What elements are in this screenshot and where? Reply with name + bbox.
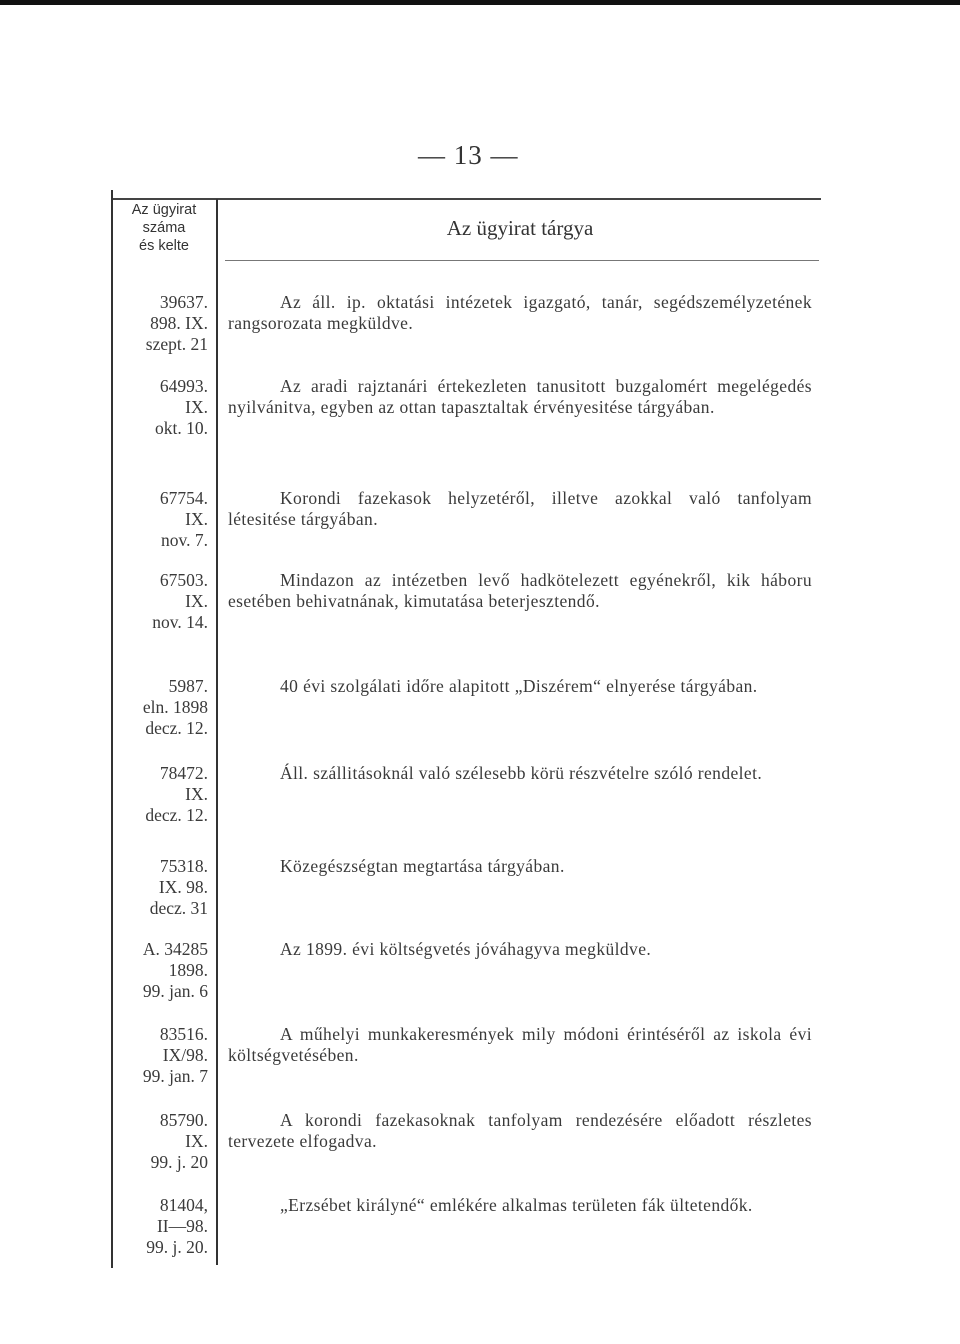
row-reference xyxy=(113,376,216,439)
top-border xyxy=(0,0,960,5)
ref-date: 99. j. 20. xyxy=(146,1237,208,1257)
ref-date: 99. jan. 6 xyxy=(142,981,208,1001)
ref-number: 39637. xyxy=(159,292,208,312)
ref-number: 67754. xyxy=(159,488,208,508)
row-subject: Közegészségtan megtartása tárgyában. xyxy=(280,856,565,876)
ref-number: 78472. xyxy=(159,763,208,783)
ref-date: decz. 12. xyxy=(145,805,208,825)
ref-section: IX. xyxy=(185,397,208,417)
ref-number: 64993. xyxy=(159,376,208,396)
ref-date: decz. 12. xyxy=(145,718,208,738)
ref-number: 67503. xyxy=(159,570,208,590)
ref-number: 83516. xyxy=(159,1024,208,1044)
row-reference xyxy=(113,488,216,551)
row-subject: A korondi fazekasoknak tanfolyam rendezésére előadott részletes tervezete elfogadva. xyxy=(228,1110,812,1151)
header-ref-line: Az ügyirat xyxy=(131,202,197,218)
page-number: — 13 — xyxy=(418,140,519,170)
row-reference xyxy=(113,1110,216,1173)
ref-section: IX. xyxy=(185,509,208,529)
ref-section: IX. xyxy=(185,784,208,804)
row-reference xyxy=(113,939,216,1002)
ref-date: nov. 7. xyxy=(161,530,208,550)
ref-number: 85790. xyxy=(159,1110,208,1130)
header-subject-column: Az ügyirat tárgya xyxy=(446,216,594,240)
ref-section: eln. 1898 xyxy=(142,697,208,717)
ref-date: nov. 14. xyxy=(152,612,208,632)
row-subject: Az 1899. évi költségvetés jóváhagyva megküldve. xyxy=(280,939,652,959)
ref-section: II—98. xyxy=(156,1216,208,1236)
row-reference xyxy=(113,570,216,633)
ref-number: 75318. xyxy=(159,856,208,876)
table-top-rule xyxy=(113,198,821,200)
header-ref-line: és kelte xyxy=(139,238,189,254)
row-subject: „Erzsébet királyné“ emlékére alkalmas területen fák ültetendők. xyxy=(280,1195,753,1215)
ref-number: 81404, xyxy=(159,1195,208,1215)
row-subject: Az aradi rajztanári értekezleten tanusitott buzgalomért megelégedés nyilvánitva, egyben az ottan tapasztaltak érvényesitése tárgyában. xyxy=(228,376,812,417)
row-subject: 40 évi szolgálati időre alapitott „Diszérem“ elnyerése tárgyában. xyxy=(280,676,758,696)
ref-date: szept. 21 xyxy=(145,334,208,354)
ref-section: IX/98. xyxy=(162,1045,208,1065)
header-ref-column xyxy=(114,201,214,255)
ref-section: IX. xyxy=(185,591,208,611)
header-ref-line: száma xyxy=(142,220,186,236)
row-subject: Áll. szállitásoknál való szélesebb körü részvételre szóló rendelet. xyxy=(280,763,763,783)
row-reference xyxy=(113,763,216,826)
ref-section: IX. xyxy=(185,1131,208,1151)
ref-date: 99. jan. 7 xyxy=(142,1066,208,1086)
column-divider xyxy=(216,199,218,1265)
row-reference xyxy=(113,1195,216,1258)
row-subject: A műhelyi munkakeresmények mily módoni érintéséről az iskola évi költségvetésében. xyxy=(228,1024,812,1065)
ref-date: 99. j. 20 xyxy=(150,1152,208,1172)
row-subject: Mindazon az intézetben levő hadkötelezett egyénekről, kik háboru esetében behivatnának, kimutatása beterjesztendő. xyxy=(228,570,812,611)
ref-section: 1898. xyxy=(168,960,208,980)
header-rule xyxy=(225,260,819,261)
row-reference xyxy=(113,292,216,355)
ref-number: A. 34285 xyxy=(142,939,208,959)
row-reference xyxy=(113,856,216,919)
row-subject: Az áll. ip. oktatási intézetek igazgató, tanár, segédszemélyzetének rangsorozata megküldve. xyxy=(228,292,812,333)
ref-date: okt. 10. xyxy=(155,418,208,438)
ref-section: IX. 98. xyxy=(158,877,208,897)
row-reference xyxy=(113,1024,216,1087)
ref-section: 898. IX. xyxy=(150,313,208,333)
ref-date: decz. 31 xyxy=(149,898,208,918)
row-subject: Korondi fazekasok helyzetéről, illetve azokkal való tanfolyam létesitése tárgyában. xyxy=(228,488,812,529)
ref-number: 5987. xyxy=(168,676,208,696)
row-reference xyxy=(113,676,216,739)
